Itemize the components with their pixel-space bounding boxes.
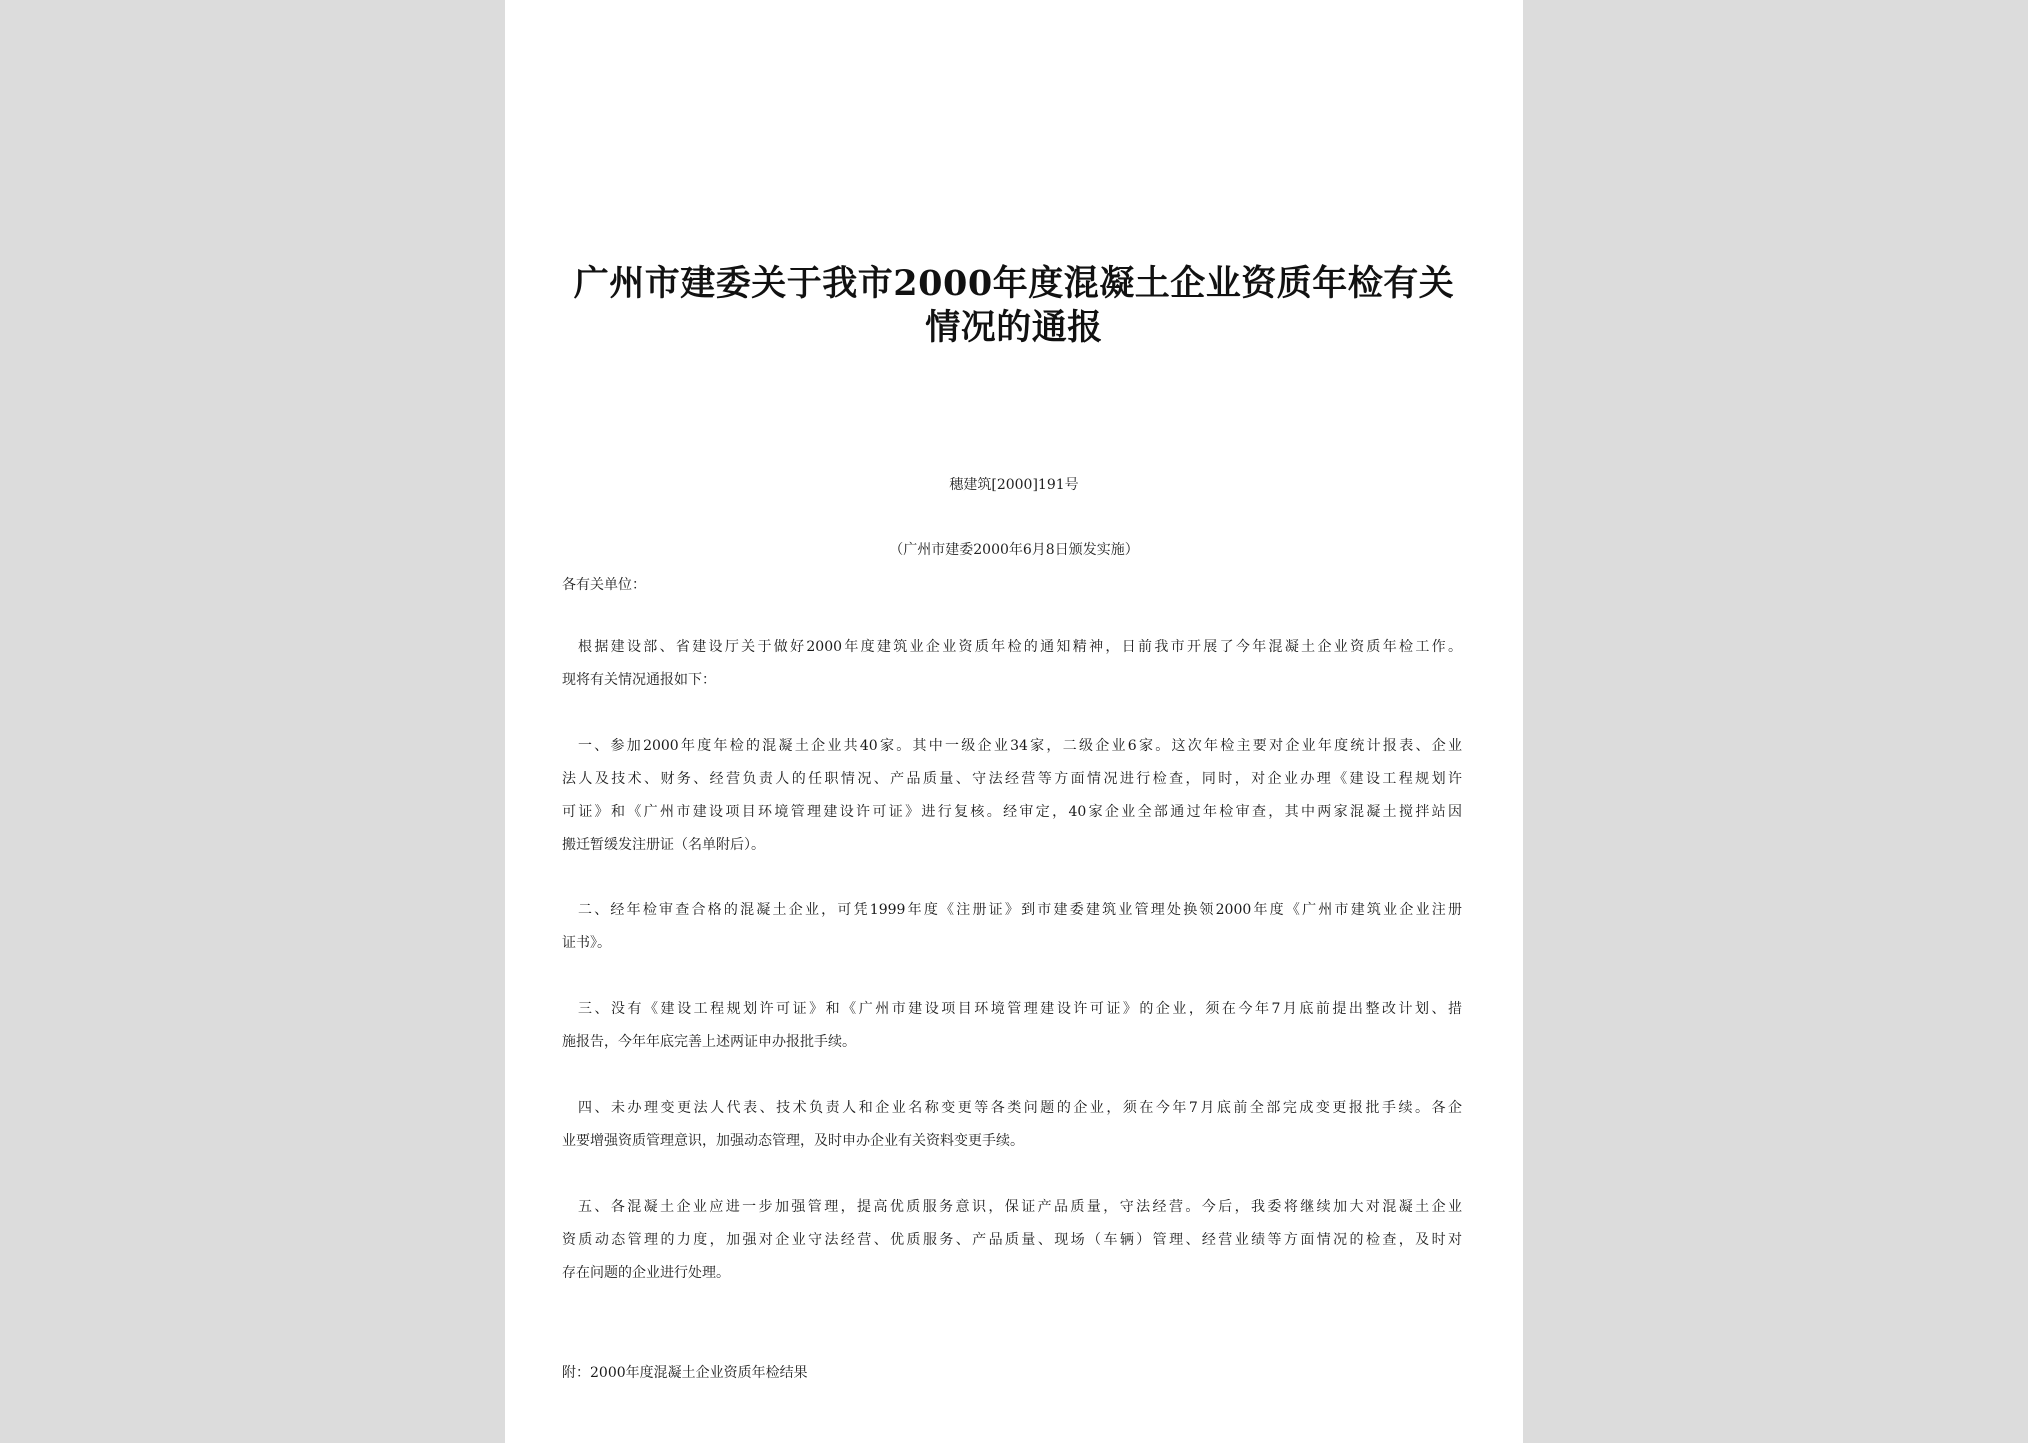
item-3-paragraph — [562, 993, 1462, 1059]
paragraph-line: 施报告，今年年底完善上述两证申办报批手续。 — [562, 1034, 856, 1050]
paragraph-line: 业要增强资质管理意识，加强动态管理，及时申办企业有关资料变更手续。 — [562, 1133, 1024, 1149]
paragraph-line: 四、未办理变更法人代表、技术负责人和企业名称变更等各类问题的企业，须在今年7月底前全部完成变更报批手续。各企 — [578, 1100, 1462, 1116]
paragraph-line: 证书》。 — [562, 935, 611, 951]
issue-date-note: （广州市建委2000年6月8日颁发实施） — [889, 542, 1139, 558]
item-5-paragraph — [562, 1191, 1462, 1290]
paragraph-line: 法人及技术、财务、经营负责人的任职情况、产品质量、守法经营等方面情况进行检查，同时，对企业办理《建设工程规划许 — [562, 771, 1462, 787]
attachment-note: 附：2000年度混凝土企业资质年检结果 — [562, 1365, 808, 1381]
paragraph-line: 存在问题的企业进行处理。 — [562, 1265, 730, 1281]
paragraph-line: 二、经年检审查合格的混凝土企业，可凭1999年度《注册证》到市建委建筑业管理处换领2000年度《广州市建筑业企业注册 — [578, 902, 1462, 918]
paragraph-line: 一、参加2000年度年检的混凝土企业共40家。其中一级企业34家，二级企业6家。这次年检主要对企业年度统计报表、企业 — [578, 738, 1462, 754]
paragraph-line: 资质动态管理的力度，加强对企业守法经营、优质服务、产品质量、现场（车辆）管理、经营业绩等方面情况的检查，及时对 — [562, 1232, 1462, 1248]
document-page — [505, 0, 1523, 1443]
paragraph-line: 现将有关情况通报如下： — [562, 672, 716, 688]
item-1-paragraph — [562, 730, 1462, 862]
item-4-paragraph — [562, 1092, 1462, 1158]
paragraph-line: 搬迁暂缓发注册证（名单附后）。 — [562, 837, 765, 853]
intro-paragraph — [562, 631, 1462, 697]
document-title — [545, 262, 1483, 350]
paragraph-line: 三、没有《建设工程规划许可证》和《广州市建设项目环境管理建设许可证》的企业，须在今年7月底前提出整改计划、措 — [578, 1001, 1462, 1017]
paragraph-line: 根据建设部、省建设厅关于做好2000年度建筑业企业资质年检的通知精神，日前我市开展了今年混凝土企业资质年检工作。 — [578, 639, 1462, 655]
item-2-paragraph — [562, 894, 1462, 960]
document-number: 穗建筑[2000]191号 — [949, 477, 1079, 493]
title-line: 情况的通报 — [925, 307, 1103, 348]
paragraph-line: 可证》和《广州市建设项目环境管理建设许可证》进行复核。经审定，40家企业全部通过年检审查，其中两家混凝土搅拌站因 — [562, 804, 1462, 820]
title-line: 广州市建委关于我市2000年度混凝土企业资质年检有关 — [573, 263, 1455, 304]
paragraph-line: 五、各混凝土企业应进一步加强管理，提高优质服务意识，保证产品质量，守法经营。今后，我委将继续加大对混凝土企业 — [578, 1199, 1462, 1215]
salutation: 各有关单位： — [562, 577, 646, 593]
